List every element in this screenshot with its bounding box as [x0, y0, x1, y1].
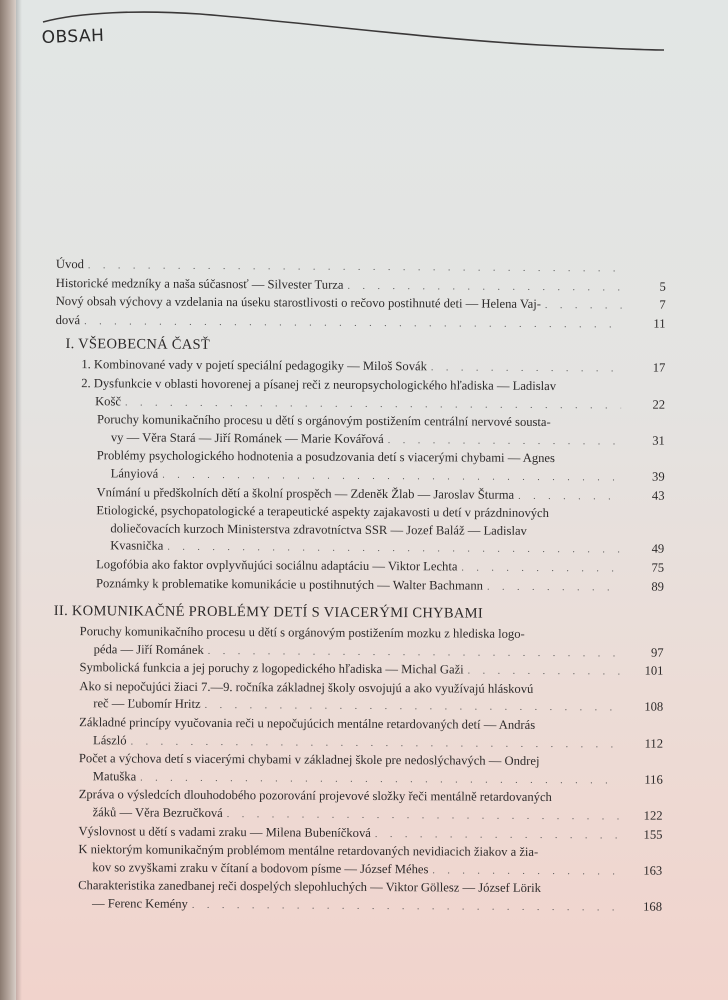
- entry-title: žáků — Věra Bezručková: [92, 805, 223, 821]
- dot-leader: [545, 297, 622, 315]
- entry-title: — Ferenc Kemény: [92, 896, 188, 911]
- book-spine: [0, 0, 16, 1000]
- entry-title-line: Etiologické, psychopatologické a terapeutické aspekty zajakavosti u detí v prázdninových: [96, 503, 550, 521]
- entry-title: László: [93, 732, 127, 748]
- entry-title: péda — Jiří Románek: [93, 641, 204, 657]
- front-matter: [56, 256, 666, 334]
- page-number: 116: [644, 772, 663, 787]
- page-number: 11: [653, 316, 666, 331]
- page-number: 168: [643, 899, 663, 914]
- page-number: 17: [652, 361, 666, 376]
- entry-title: Vnímání u předškolních dětí a školní prospěch — Zdeněk Žlab — Jaroslav Šturma: [96, 484, 515, 502]
- page-number: 7: [659, 297, 666, 312]
- page-number: 112: [644, 736, 664, 751]
- table-of-contents: [52, 256, 666, 917]
- page-number: 89: [651, 579, 665, 594]
- page-number: 75: [651, 560, 665, 575]
- entry-title: vy — Věra Stará — Jiří Románek — Marie Kovářová: [110, 430, 384, 446]
- toc-entry[interactable]: [53, 714, 663, 754]
- section-2-entries: [52, 623, 664, 917]
- page-number: 155: [643, 827, 663, 842]
- page-number: 31: [652, 433, 665, 448]
- page-number: 163: [643, 863, 663, 878]
- entry-title: 1. Kombinované vady v pojetí speciální pedagogiky — Miloš Sovák: [81, 357, 427, 374]
- dot-leader: [192, 897, 618, 917]
- entry-title: Symbolická funkcia a jej poruchy z logopedického hľadiska — Michal Gaži: [79, 660, 464, 677]
- page-number: 39: [652, 469, 665, 484]
- page-edge-shadow: [16, 0, 22, 1000]
- section-1-entries: [54, 356, 665, 596]
- entry-title-line: 2. Dysfunkcie v oblasti hovorenej a písanej reči z neuropsychologického hľadiska — Ladislav: [81, 376, 557, 394]
- section-heading-2: II. KOMUNIKAČNÉ PROBLÉMY DETÍ S VIACERÝMI CHYBAMI: [53, 603, 484, 622]
- dot-leader: [487, 578, 620, 596]
- entry-title-line: Poruchy komunikačního procesu u dětí s orgánovým postižením mozku z hlediska logo-: [79, 624, 525, 641]
- toc-entry[interactable]: [53, 750, 663, 790]
- toc-entry[interactable]: [55, 411, 665, 451]
- page-number: 22: [652, 397, 666, 412]
- entry-title-line: Poruchy komunikačního procesu u dětí s orgánovým postižením centrální nervové sousta-: [96, 412, 551, 430]
- page-number: 97: [650, 645, 664, 660]
- entry-title: dová: [55, 312, 81, 327]
- entry-title-line: Problémy psychologického hodnotenia a posudzovania detí s viacerými chybami — Agnes: [96, 448, 555, 466]
- page-number: 49: [651, 541, 665, 557]
- entry-title-line: Počet a výchova detí s viacerými chybami v základnej škole pre nedoslýchavých — Ondrej: [78, 751, 540, 769]
- entry-title: Úvod: [55, 256, 84, 272]
- dot-leader: [432, 862, 618, 881]
- entry-title: Kvasnička: [110, 538, 164, 553]
- entry-title: Matuška: [92, 769, 137, 784]
- section-heading-1: I. VŠEOBECNÁ ČASŤ: [65, 336, 211, 354]
- toc-entry[interactable]: [54, 574, 664, 596]
- toc-entry[interactable]: [53, 786, 663, 826]
- entry-title-line: doliečovacích kurzoch Ministerstva zdravotníctva SSR — Jozef Baláž — Ladislav: [110, 521, 527, 538]
- toc-entry[interactable]: [55, 447, 665, 487]
- dot-leader: [468, 663, 620, 682]
- entry-title-line: K niektorým komunikačným problémom mentálne retardovaných nevidiacich žiakov a žia-: [78, 842, 539, 860]
- page-number: 5: [659, 279, 666, 294]
- dot-leader: [84, 313, 622, 334]
- entry-title: Lányiová: [110, 466, 159, 481]
- entry-title: Poznámky k problematike komunikácie u postihnutých — Walter Bachmann: [95, 575, 484, 593]
- entry-title: kov so zvyškami zraku v čítaní a bodovom písme — József Méhes: [92, 860, 429, 877]
- dot-leader: [347, 277, 621, 296]
- toc-entry[interactable]: [55, 375, 665, 415]
- entry-title: reč — Ľubomír Hritz: [93, 696, 201, 712]
- entry-title-line: Základné princípy vyučovania reči u nepočujúcich mentálne retardovaných detí — András: [79, 715, 536, 732]
- entry-title-line: Charakteristika zanedbanej reči dospelých slepohluchých — Viktor Göllesz — József Lörik: [78, 878, 541, 896]
- entry-title: Logofóbia ako faktor ovplyvňujúci sociálnu adaptáciu — Viktor Lechta: [96, 557, 458, 574]
- entry-title: Historické medzníky a naša súčasnosť — Silvester Turza: [55, 275, 344, 292]
- page-number: 122: [643, 808, 663, 823]
- page-number: 43: [651, 488, 665, 503]
- toc-entry[interactable]: [53, 678, 663, 718]
- entry-title-line: Zpráva o výsledcích dlouhodobého pozorování projevové složky řeči mentálně retardovaných: [78, 787, 552, 805]
- header-rule: [40, 0, 680, 60]
- dot-leader: [518, 487, 620, 505]
- toc-entry[interactable]: [54, 502, 664, 560]
- entry-title: Košč: [95, 393, 122, 408]
- toc-entry[interactable]: [54, 623, 664, 663]
- entry-title: Výslovnost u dětí s vadami zraku — Milena Bubeníčková: [78, 823, 371, 840]
- dot-leader: [388, 432, 621, 451]
- entry-title-line: Ako si nepočujúci žiaci 7.—9. ročníka základnej školy osvojujú a ako využívajú hláskovú: [79, 679, 534, 696]
- page-title: OBSAH: [41, 25, 105, 48]
- toc-entry[interactable]: [52, 841, 662, 881]
- entry-title: Nový obsah výchovy a vzdelania na úseku starostlivosti o rečovo postihnuté deti — Helena Vaj-: [55, 294, 541, 312]
- toc-entry[interactable]: [56, 312, 666, 334]
- dot-leader: [461, 559, 620, 578]
- page-number: 101: [644, 663, 664, 678]
- dot-leader: [375, 826, 619, 845]
- page-number: 108: [644, 700, 664, 715]
- toc-entry[interactable]: [52, 877, 662, 917]
- dot-leader: [431, 360, 622, 379]
